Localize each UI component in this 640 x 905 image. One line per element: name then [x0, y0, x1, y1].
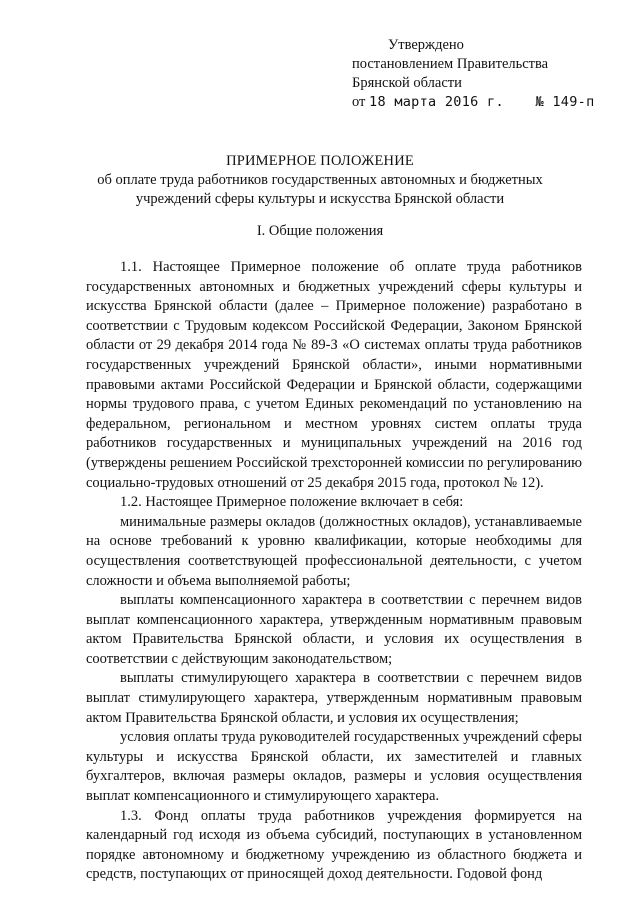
document-title-line-1: ПРИМЕРНОЕ ПОЛОЖЕНИЕ	[226, 153, 414, 169]
document-title-line-3: учреждений сферы культуры и искусства Брянской области	[135, 191, 505, 207]
section-heading: I. Общие положения	[256, 223, 384, 239]
document-title-line-2: об оплате труда работников государственных автономных и бюджетных	[97, 172, 543, 188]
paragraph-item-salaries: минимальные размеры окладов (должностных окладов), устанавливаемые на основе требований к уровню квалификации, которые необходимы для осуществления соответствующей профессиональной деятельности, с учетом сложности и объема выполняемой работы;	[86, 513, 582, 589]
approval-date-line	[352, 93, 612, 112]
paragraph-item-managers: условия оплаты труда руководителей государственных учреждений сферы культуры и искусства Брянской области, их заместителей и главных бухгалтеров, включая размеры окладов, размеры и условия осуществления выплат компенсационного и стимулирующего характера.	[86, 729, 582, 805]
approval-line-approved: Утверждено	[388, 37, 464, 53]
paragraph-1-3: 1.3. Фонд оплаты труда работников учреждения формируется на календарный год исходя из объема субсидий, поступающих в установленном порядке автономному и бюджетному учреждению из областного бюджета и средств, поступающих от приносящей доход деятельности. Годовой фонд	[86, 807, 582, 883]
approval-stamp	[352, 36, 612, 112]
document-title	[60, 152, 580, 209]
approval-date-prefix: от	[352, 94, 366, 110]
document-body	[86, 258, 582, 885]
approval-line-region: Брянской области	[352, 75, 462, 91]
paragraph-1-1: 1.1. Настоящее Примерное положение об оплате труда работников государственных автономных и бюджетных учреждений сферы культуры и искусства Брянской области (далее – Примерное положение) разработано в соответствии с Трудовым кодексом Российской Федерации, Законом Брянской области от 29 декабря 2014 года № 89-З «О системах оплаты труда работников государственных учреждений Брянской области», иными нормативными правовыми актами Российской Федерации и Брянской области, содержащими нормы трудового права, с учетом Единых рекомендаций по установлению на федеральном, региональном и местном уровнях систем оплаты труда работников государственных и муниципальных учреждений на 2016 год (утверждены решением Российской трехсторонней комиссии по регулированию социально-трудовых отношений от 25 декабря 2015 года, протокол № 12).	[86, 259, 582, 491]
approval-line-resolution: постановлением Правительства	[352, 56, 549, 72]
paragraph-item-compensation: выплаты компенсационного характера в соответствии с перечнем видов выплат компенсационного характера, утвержденным нормативным правовым актом Правительства Брянской области, и условия их осуществления в соответствии с действующим законодательством;	[86, 592, 582, 667]
paragraph-item-incentive: выплаты стимулирующего характера в соответствии с перечнем видов выплат стимулирующего характера, утвержденным нормативным правовым актом Правительства Брянской области, и условия их осуществления;	[86, 670, 582, 726]
approval-date-value: 18 марта 2016 г.	[369, 94, 504, 110]
approval-number-value: № 149-п	[535, 94, 595, 110]
paragraph-1-2: 1.2. Настоящее Примерное положение включает в себя:	[120, 494, 464, 511]
